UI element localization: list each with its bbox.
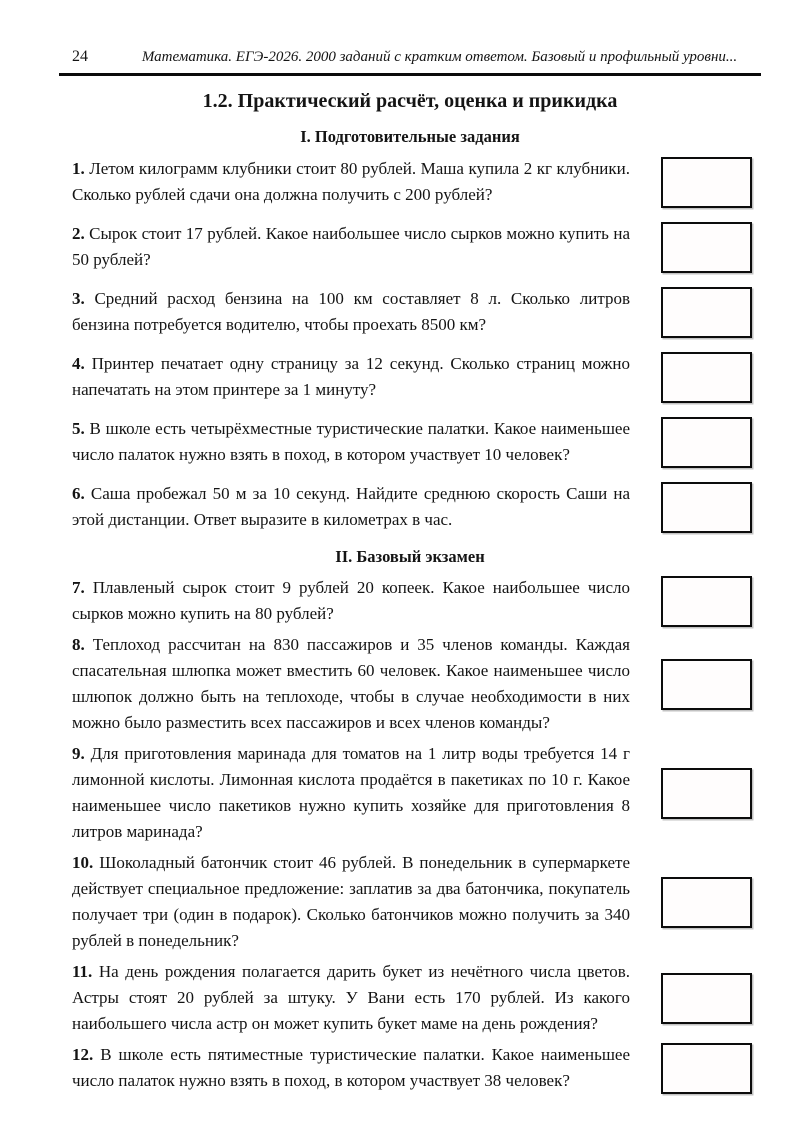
section-heading-2: II. Базовый экзамен (335, 547, 485, 566)
answer-box-1 (661, 157, 752, 208)
page-number: 24 (72, 48, 88, 65)
problem-number: 4. (72, 354, 85, 373)
answer-box-9 (661, 768, 752, 819)
problem-number: 2. (72, 224, 85, 243)
problem-number: 7. (72, 578, 85, 597)
problem-body: Принтер печатает одну страницу за 12 секунд. Сколько страниц можно напечатать на этом принтере за 1 минуту? (72, 354, 630, 399)
problem-body: На день рождения полагается дарить букет из нечётного числа цветов. Астры стоят 20 рублей за штуку. У Вани есть 170 рублей. Из какого наибольшего числа астр он может купить букет маме на день рождения? (72, 962, 630, 1033)
section-heading-1: I. Подготовительные задания (300, 127, 520, 146)
problem-7 (59, 575, 761, 627)
problem-text (72, 481, 630, 533)
problem-text (72, 221, 630, 273)
problem-text (72, 632, 630, 736)
problem-body: Для приготовления маринада для томатов на 1 литр воды требуется 14 г лимонной кислоты. Лимонная кислота продаётся в пакетиках по 10 г. Какое наименьшее число пакетиков нужно купить хозяйке для приготовления 8 литров маринада? (72, 744, 630, 841)
problem-text (72, 850, 630, 954)
problem-body: Летом килограмм клубники стоит 80 рублей. Маша купила 2 кг клубники. Сколько рублей сдачи она должна получить с 200 рублей? (72, 159, 631, 204)
problem-3 (59, 286, 761, 338)
problem-10 (59, 850, 761, 954)
header-rule (59, 73, 761, 76)
problem-number: 5. (72, 419, 85, 438)
problem-number: 1. (72, 159, 85, 178)
problem-12 (59, 1042, 761, 1094)
section-preparatory (59, 126, 761, 533)
problem-text (72, 351, 630, 403)
answer-box-10 (661, 877, 752, 928)
answer-box-7 (661, 576, 752, 627)
answer-box-12 (661, 1043, 752, 1094)
problem-number: 8. (72, 635, 85, 654)
problem-1 (59, 156, 761, 208)
problem-body: В школе есть четырёхместные туристические палатки. Какое наименьшее число палаток нужно взять в поход, в котором участвует 10 человек? (72, 419, 631, 464)
answer-box-3 (661, 287, 752, 338)
answer-box-8 (661, 659, 752, 710)
problem-5 (59, 416, 761, 468)
answer-box-11 (661, 973, 752, 1024)
problem-body: Плавленый сырок стоит 9 рублей 20 копеек. Какое наибольшее число сырков можно купить на 80 рублей? (72, 578, 631, 623)
problem-body: В школе есть пятиместные туристические палатки. Какое наименьшее число палаток нужно взять в поход, в котором участвует 38 человек? (72, 1045, 630, 1090)
problem-body: Средний расход бензина на 100 км составляет 8 л. Сколько литров бензина потребуется водителю, чтобы проехать 8500 км? (72, 289, 630, 334)
problem-8 (59, 632, 761, 736)
problem-body: Теплоход рассчитан на 830 пассажиров и 35 членов команды. Каждая спасательная шлюпка может вместить 60 человек. Какое наименьшее число шлюпок должно быть на теплоходе, чтобы в случае необходимости в них можно было разместить всех пассажиров и всех членов команды? (72, 635, 630, 732)
problem-number: 6. (72, 484, 85, 503)
problem-text (72, 1042, 630, 1094)
problem-4 (59, 351, 761, 403)
problem-text (72, 286, 630, 338)
running-header (59, 48, 761, 66)
problem-body: Саша пробежал 50 м за 10 секунд. Найдите среднюю скорость Саши на этой дистанции. Ответ выразите в километрах в час. (72, 484, 631, 529)
section-basic-exam (59, 546, 761, 1094)
problem-9 (59, 741, 761, 845)
problem-6 (59, 481, 761, 533)
problem-body: Сырок стоит 17 рублей. Какое наибольшее число сырков можно купить на 50 рублей? (72, 224, 630, 269)
answer-box-5 (661, 417, 752, 468)
problem-number: 12. (72, 1045, 94, 1064)
problem-text (72, 741, 630, 845)
answer-box-4 (661, 352, 752, 403)
problem-body: Шоколадный батончик стоит 46 рублей. В понедельник в супермаркете действует специальное предложение: заплатив за два батончика, покупатель получает три (один в подарок). Сколько батончиков можно получить за 340 рублей в понедельник? (72, 853, 630, 950)
problem-text (72, 959, 630, 1037)
problem-text (72, 575, 630, 627)
problem-number: 9. (72, 744, 85, 763)
problem-text (72, 416, 630, 468)
answer-box-2 (661, 222, 752, 273)
problem-text (72, 156, 630, 208)
problem-number: 11. (72, 962, 93, 981)
problem-11 (59, 959, 761, 1037)
problem-number: 3. (72, 289, 85, 308)
problem-number: 10. (72, 853, 94, 872)
problem-2 (59, 221, 761, 273)
chapter-title: 1.2. Практический расчёт, оценка и прикидка (202, 90, 618, 112)
answer-box-6 (661, 482, 752, 533)
running-title: Математика. ЕГЭ-2026. 2000 заданий с кратким ответом. Базовый и профильный уровни... (141, 49, 738, 65)
